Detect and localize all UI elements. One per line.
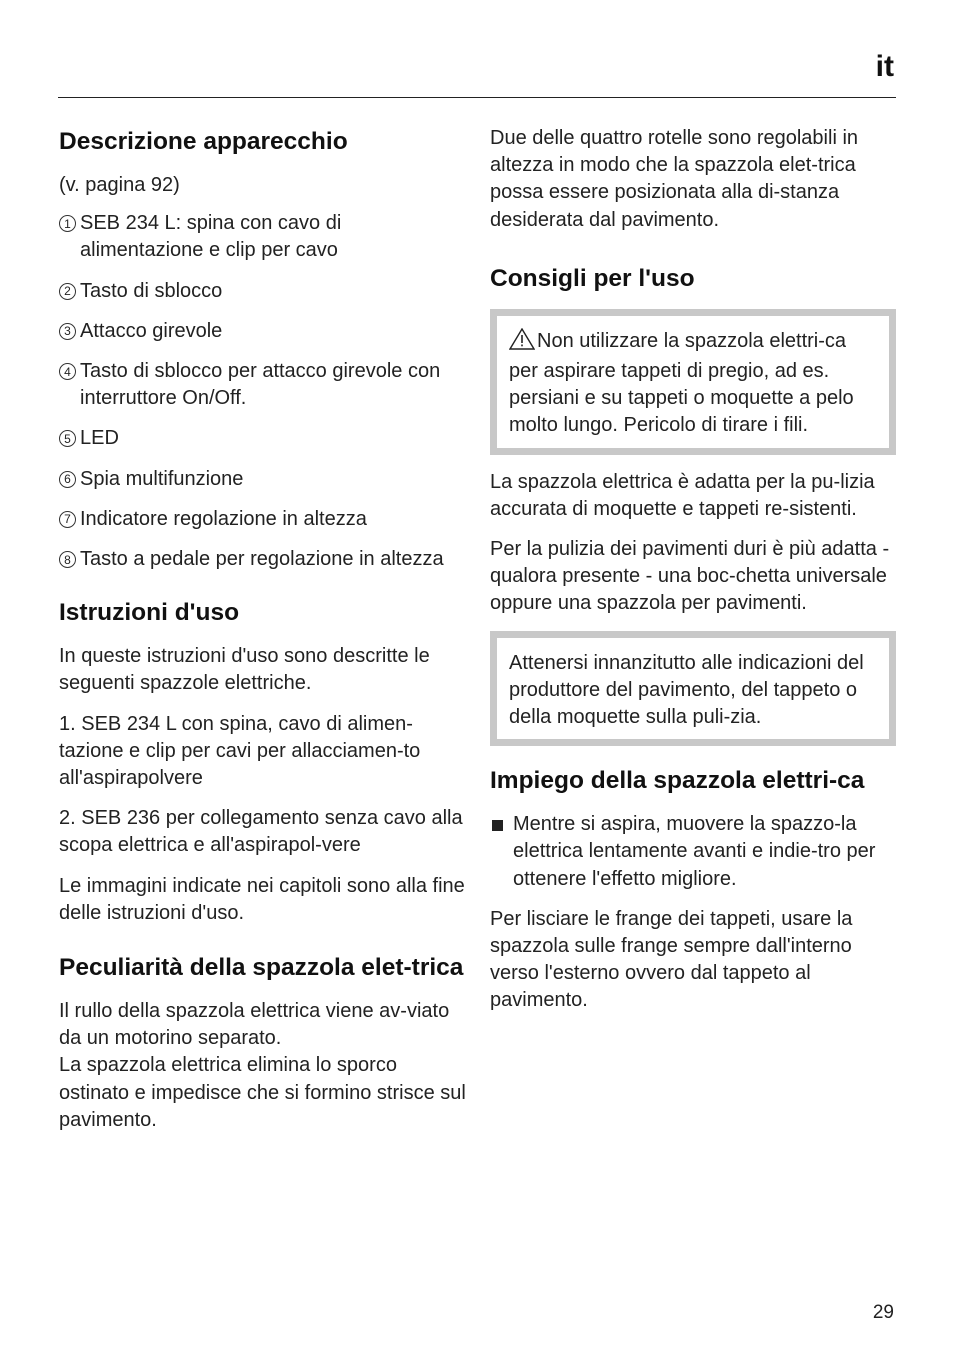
- left-column: [59, 125, 469, 1147]
- header-rule: [58, 97, 896, 98]
- parts-list-item: [59, 318, 469, 345]
- parts-list-item-text: Tasto di sblocco per attacco girevole con interruttore On/Off.: [80, 360, 441, 410]
- paragraph: La spazzola elettrica è adatta per la pu-lizia accurata di moquette e tappeti re-sistenti.: [490, 470, 875, 520]
- circled-number-icon: 8: [59, 551, 76, 568]
- circled-number-icon: 7: [59, 511, 76, 528]
- parts-list-item: [59, 278, 469, 305]
- section-title-descrizione: Descrizione apparecchio: [59, 128, 348, 155]
- section-title-impiego: Impiego della spazzola elettri-ca: [490, 767, 865, 795]
- page-reference: (v. pagina 92): [59, 174, 180, 196]
- warning-text: [509, 328, 877, 440]
- parts-list-item-text: Attacco girevole: [80, 319, 223, 342]
- note-box: [490, 631, 896, 747]
- parts-list-item-text: Spia multifunzione: [80, 467, 244, 490]
- paragraph: Due delle quattro rotelle sono regolabili in altezza in modo che la spazzola elet-trica possa essere posizionata alla di-stanza desiderata dal pavimento.: [490, 127, 859, 231]
- note-text: Attenersi innanzitutto alle indicazioni del produttore del pavimento, del tappeto o della moquette sulla puli-zia.: [509, 651, 864, 729]
- language-code: it: [875, 50, 894, 83]
- parts-list-item: [59, 358, 469, 412]
- circled-number-icon: 6: [59, 471, 76, 488]
- warning-box: [490, 309, 896, 455]
- circled-number-icon: 1: [59, 215, 76, 232]
- section-title-peculiarita: Peculiarità della spazzola elet-trica: [59, 954, 464, 982]
- bullet-item: [490, 811, 896, 893]
- parts-list-item-text: Tasto di sblocco: [80, 279, 223, 302]
- section-title-istruzioni: Istruzioni d'uso: [59, 599, 240, 627]
- warning-icon: [509, 328, 535, 358]
- paragraph: In queste istruzioni d'uso sono descritte le seguenti spazzole elettriche.: [59, 645, 430, 695]
- parts-list-item: [59, 210, 469, 264]
- parts-list-item-text: Tasto a pedale per regolazione in altezza: [80, 548, 444, 571]
- paragraph: 2. SEB 236 per collegamento senza cavo alla scopa elettrica e all'aspirapol-vere: [59, 807, 463, 857]
- parts-list-item-text: LED: [80, 427, 119, 450]
- page-number: 29: [872, 1302, 894, 1323]
- parts-list-item: [59, 425, 469, 452]
- bullet-text: Mentre si aspira, muovere la spazzo-la elettrica lentamente avanti e indie-tro per ottenere l'effetto migliore.: [513, 813, 876, 890]
- parts-list-item: [59, 546, 469, 573]
- circled-number-icon: 5: [59, 430, 76, 447]
- parts-list-item: [59, 466, 469, 493]
- paragraph: Per la pulizia dei pavimenti duri è più adatta - qualora presente - una boc-chetta universale oppure una spazzola per pavimenti.: [490, 538, 890, 615]
- circled-number-icon: 4: [59, 363, 76, 380]
- parts-list-item: [59, 506, 469, 533]
- right-column: [490, 125, 896, 1028]
- warning-message: Non utilizzare la spazzola elettri-ca per aspirare tappeti di pregio, ad es. persiani e su tappeti o moquette a pelo molto lungo. Pericolo di tirare i fili.: [509, 329, 854, 437]
- paragraph: Le immagini indicate nei capitoli sono alla fine delle istruzioni d'uso.: [59, 874, 465, 924]
- parts-list-item-text: Indicatore regolazione in altezza: [80, 507, 367, 530]
- circled-number-icon: 2: [59, 283, 76, 300]
- parts-list-item-text: SEB 234 L: spina con cavo di alimentazione e clip per cavo: [80, 212, 342, 262]
- paragraph: La spazzola elettrica elimina lo sporco ostinato e impedisce che si formino strisce sul pavimento.: [59, 1054, 466, 1131]
- parts-list: [59, 210, 469, 573]
- section-title-consigli: Consigli per l'uso: [490, 264, 695, 292]
- paragraph: Per lisciare le frange dei tappeti, usare la spazzola sulle frange sempre dall'interno verso l'esterno ovvero dal tappeto al pavimento.: [490, 907, 853, 1012]
- circled-number-icon: 3: [59, 323, 76, 340]
- paragraph: Il rullo della spazzola elettrica viene av-viato da un motorino separato.: [59, 1000, 450, 1050]
- bullet-square-icon: [492, 820, 503, 831]
- paragraph: 1. SEB 234 L con spina, cavo di alimen-tazione e clip per cavi per allacciamen-to all'aspirapolvere: [59, 712, 421, 790]
